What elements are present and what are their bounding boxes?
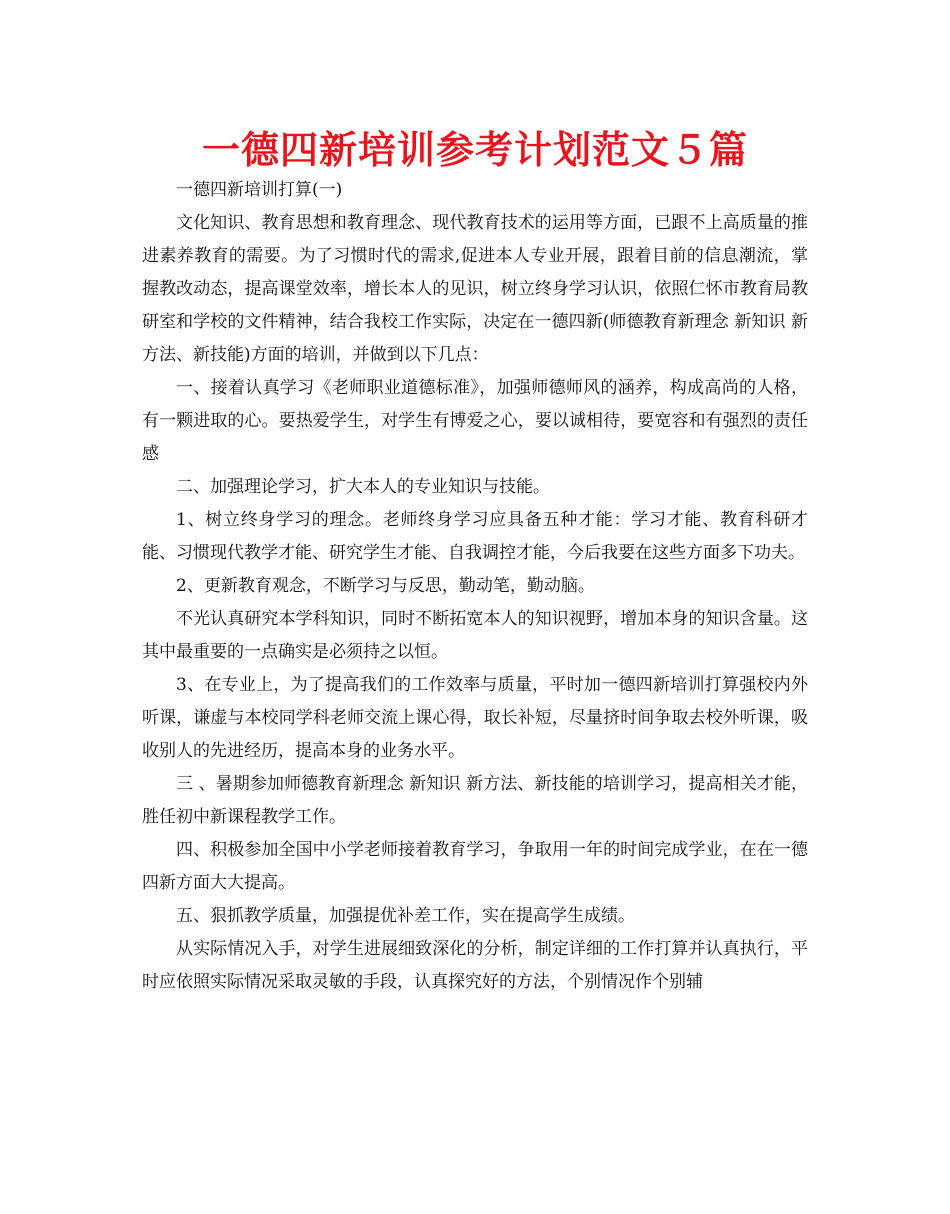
document-body: [142, 174, 808, 999]
paragraph: 一、接着认真学习《老师职业道德标准》，加强师德师风的涵养，构成高尚的人格，有一颗进取的心。要热爱学生，对学生有博爱之心，要以诚相待，要宽容和有强烈的责任感: [142, 378, 808, 464]
document-title: 一德四新培训参考计划范文５篇: [201, 128, 748, 172]
paragraph: 四、积极参加全国中小学老师接着教育学习，争取用一年的时间完成学业，在在一德四新方面大大提高。: [142, 840, 808, 893]
subheading-plan-one: 一德四新培训打算(一): [176, 180, 343, 200]
paragraph: 文化知识、教育思想和教育理念、现代教育技术的运用等方面，已跟不上高质量的推进素养教育的需要。为了习惯时代的需求,促进本人专业开展，跟着目前的信息潮流，掌握教改动态，提高课堂效率，增长本人的见识，树立终身学习认识，依照仁怀市教育局教研室和学校的文件精神，结合我校工作实际，决定在一德四新(师德教育新理念 新知识 新方法、新技能)方面的培训，并做到以下几点：: [142, 213, 808, 365]
paragraph: 1、树立终身学习的理念。老师终身学习应具备五种才能：学习才能、教育科研才能、习惯现代教学才能、研究学生才能、自我调控才能，今后我要在这些方面多下功夫。: [142, 510, 808, 563]
paragraph: 二、加强理论学习，扩大本人的专业知识与技能。: [176, 477, 550, 497]
paragraph: 2、更新教育观念，不断学习与反思，勤动笔，勤动脑。: [176, 576, 595, 596]
paragraph: 五、狠抓教学质量，加强提优补差工作，实在提高学生成绩。: [176, 906, 635, 926]
paragraph: 从实际情况入手，对学生进展细致深化的分析，制定详细的工作打算并认真执行，平时应依照实际情况采取灵敏的手段，认真探究好的方法，个别情况作个别辅: [142, 939, 808, 992]
paragraph: 3、在专业上，为了提高我们的工作效率与质量，平时加一德四新培训打算强校内外听课，谦虚与本校同学科老师交流上课心得，取长补短，尽量挤时间争取去校外听课，吸收别人的先进经历，提高本身的业务水平。: [142, 675, 808, 761]
paragraph: 三 、暑期参加师德教育新理念 新知识 新方法、新技能的培训学习，提高相关才能，胜任初中新课程教学工作。: [142, 774, 808, 827]
paragraph: 不光认真研究本学科知识，同时不断拓宽本人的知识视野，增加本身的知识含量。这其中最重要的一点确实是必须持之以恒。: [142, 609, 808, 662]
